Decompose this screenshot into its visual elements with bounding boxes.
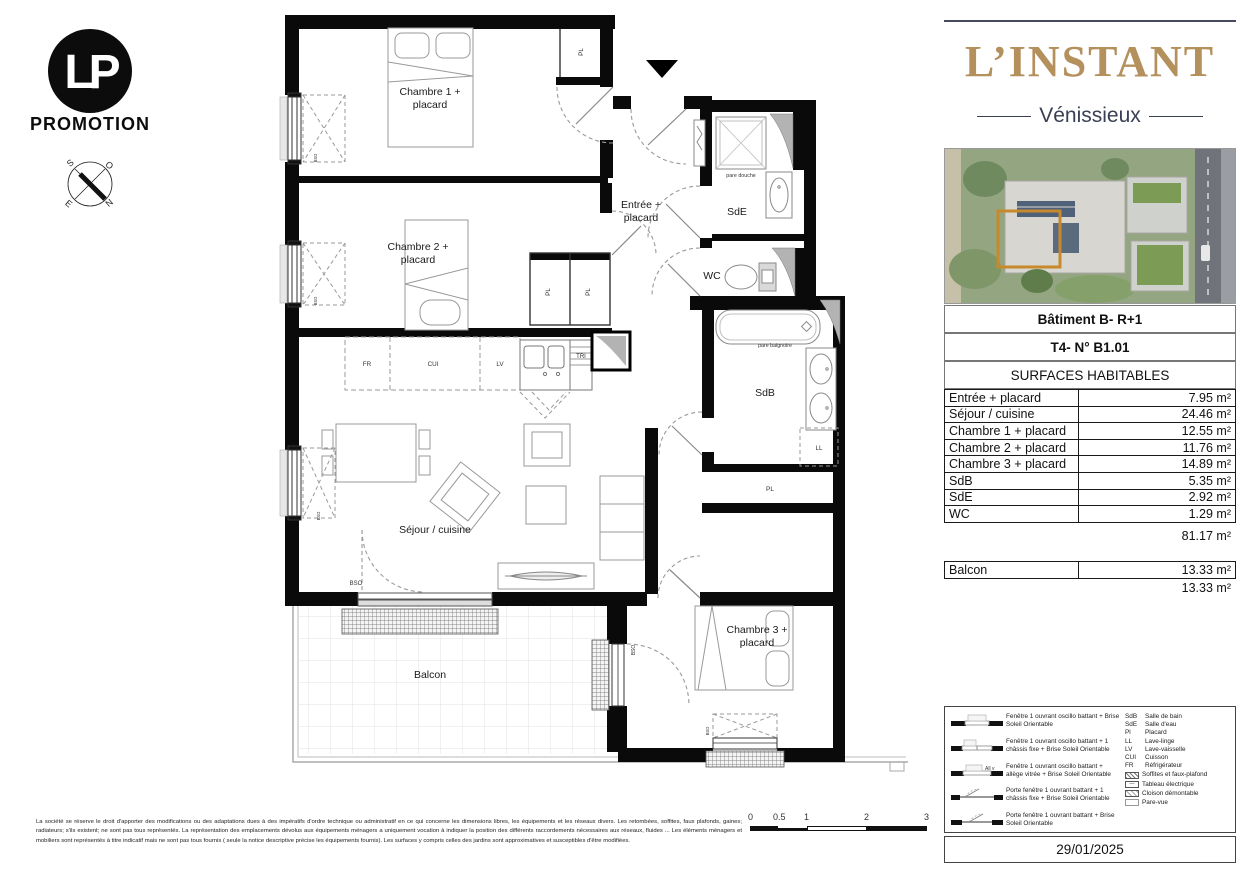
sdb-double-washbasin <box>806 348 836 430</box>
scale-tick: 1 <box>804 812 810 822</box>
list-item: All v Fenêtre 1 ouvrant oscillo battant + allège vitrée + Brise Soleil Orientable <box>951 763 1121 779</box>
table-row: Chambre 2 + placard 11.76 m² <box>945 439 1236 456</box>
disclaimer-text: La société se réserve le droit d'apporter des modifications ou des adaptations dues à des impératifs d'ordre technique ou administratif en ce qui concerne les dimensions libres, les équipements et les réseaux divers. Les retombées, soffites, faux plafonds, gaines; radiateurs; s'ils existent; ne sont pas tous représentés. La représentation des emplacements dévolus aux équipements ménagers a uniquement vocation à indiquer la position des différents raccordements nécessaires aux réseaux, fluides ... Les éléments ménagers et mobiliers sont représentés à titre indicatif mais ne sont pas tous fournis ( seule la notice descriptive précise les équipements fournis). Les surfaces y compris celles des jardins sont approximatives et susceptibles d'être modifiées. <box>36 819 742 844</box>
sejour-furniture <box>322 424 644 589</box>
scale-bar <box>748 812 938 842</box>
label-bso-w1: BSO <box>313 153 318 163</box>
label-bso-c3: BSO <box>631 644 637 656</box>
label-bso-c3b: BSO <box>705 726 710 736</box>
label-chambre2: Chambre 2 + <box>387 241 449 253</box>
door-window-symbol-2-icon <box>951 812 1003 828</box>
lp-promotion-logo <box>30 29 150 134</box>
balcony-door <box>342 593 498 634</box>
table-row: Chambre 1 + placard 12.55 m² <box>945 423 1236 440</box>
svg-text:placard: placard <box>623 212 659 224</box>
site-aerial-image <box>944 148 1236 304</box>
list-item: CUI Cuisson <box>1125 753 1169 761</box>
legend-abbreviations <box>1125 713 1231 828</box>
kitchen-soffit <box>592 332 630 370</box>
list-item: Pl Placard <box>1125 729 1167 737</box>
surfaces-title: SURFACES HABITABLES <box>944 361 1236 389</box>
label-entree: Entrée + <box>621 199 661 211</box>
label-bso-w3: BSO <box>316 511 321 521</box>
door-window-symbol-1-icon <box>951 787 1003 803</box>
svg-text:placard: placard <box>400 254 436 266</box>
city-rule-left <box>977 116 1031 117</box>
label-cui: CUI <box>427 361 439 368</box>
svg-text:placard: placard <box>739 637 775 649</box>
date-box: 29/01/2025 <box>944 836 1236 863</box>
window-symbol-2-icon <box>951 738 1003 754</box>
list-item: — Tableau électrique <box>1125 781 1231 789</box>
label-chambre3: Chambre 3 + <box>726 624 788 636</box>
svg-text:S: S <box>64 157 76 169</box>
svg-text:N: N <box>103 196 115 209</box>
list-item: Soffites et faux-plafond <box>1125 771 1231 779</box>
scale-segment <box>867 826 927 831</box>
svg-text:E: E <box>63 197 75 210</box>
surfaces-total: 81.17 m² <box>1181 529 1231 543</box>
list-item: Cloison démontable <box>1125 790 1231 798</box>
scale-segment <box>778 826 807 831</box>
scale-tick: 0 <box>748 812 754 822</box>
project-city: Vénissieux <box>1039 104 1141 127</box>
bed-chambre2 <box>405 220 468 330</box>
list-item: LL Lave-linge <box>1125 737 1175 745</box>
legend <box>944 706 1236 833</box>
window-chambre3-balcony <box>592 640 624 710</box>
bathtub <box>716 310 820 344</box>
bso-hatch-sejour <box>342 609 498 634</box>
list-item: SdE Salle d'eau <box>1125 721 1177 729</box>
table-row: SdB 5.35 m² <box>945 472 1236 489</box>
list-item: Fenêtre 1 ouvrant oscillo battant + Brise Soleil Orientable <box>951 713 1121 729</box>
electrical-panel-icon: — <box>1125 781 1139 788</box>
kitchen-counter <box>345 337 592 418</box>
list-item: FR Réfrigérateur <box>1125 762 1183 770</box>
window-chambre1 <box>280 93 301 164</box>
scale-tick: 0.5 <box>773 812 786 822</box>
shower <box>694 117 766 169</box>
list-item: Porte fenêtre 1 ouvrant battant + 1 châssis fixe + Brise Soleil Orientable <box>951 787 1121 803</box>
panel-top-rule <box>944 20 1236 22</box>
label-pare-douche: pare douche <box>726 173 756 179</box>
scale-segment <box>750 826 778 831</box>
label-lv: LV <box>496 361 504 368</box>
table-row: Entrée + placard 7.95 m² <box>945 390 1236 407</box>
label-balcon: Balcon <box>413 669 447 681</box>
label-sdb: SdB <box>755 387 775 399</box>
balcony-total: 13.33 m² <box>1181 581 1231 595</box>
scale-tick: 2 <box>864 812 870 822</box>
label-bso-w2: BSO <box>313 296 318 306</box>
building-label: Bâtiment B- R+1 <box>944 305 1236 333</box>
list-item: LV Lave-vaisselle <box>1125 745 1186 753</box>
label-bso-door: BSO <box>349 581 363 587</box>
label-sejour: Séjour / cuisine <box>399 524 471 536</box>
window-symbol-1-icon <box>951 713 1003 729</box>
label-sde: SdE <box>727 206 747 218</box>
label-wc: WC <box>703 270 721 282</box>
bso-hatch-chambre3-bottom <box>706 751 784 767</box>
partition-hatch-icon <box>1125 790 1139 797</box>
label-pl-1: PL <box>545 288 552 296</box>
sde-washbasin <box>766 172 792 218</box>
lp-caption: PROMOTION <box>30 114 150 134</box>
svg-text:O: O <box>103 159 116 172</box>
pare-vue-icon <box>1125 799 1139 806</box>
list-item: SdB Salle de bain <box>1125 713 1182 720</box>
list-item: Pare-vue <box>1125 799 1231 807</box>
label-pl-2: PL <box>585 288 592 296</box>
table-row: Chambre 3 + placard 14.89 m² <box>945 456 1236 473</box>
label-pare-baignoire: pare baignoire <box>758 343 792 349</box>
list-item: Fenêtre 1 ouvrant oscillo battant + 1 châssis fixe + Brise Soleil Orientable <box>951 738 1121 754</box>
label-ll: LL <box>815 445 823 452</box>
table-row: SdE 2.92 m² <box>945 489 1236 506</box>
legend-window-types <box>951 713 1121 828</box>
soffit-hatch-icon <box>1125 772 1139 779</box>
surfaces-table <box>944 389 1236 523</box>
window-chambre2 <box>280 241 301 307</box>
window-symbol-3-icon <box>951 763 1003 779</box>
all-v-tag: All v <box>985 765 995 772</box>
toilet <box>725 263 776 291</box>
project-city-row <box>944 104 1236 128</box>
entrance-arrow <box>646 60 678 78</box>
project-title: L’INSTANT <box>964 37 1216 86</box>
city-rule-right <box>1149 116 1203 117</box>
label-pl-c1: PL <box>578 48 585 56</box>
bso-hatch-chambre3-side <box>592 640 609 710</box>
table-row: Balcon 13.33 m² <box>945 562 1236 579</box>
sde-soffit <box>770 114 793 168</box>
scale-tick: 3 <box>924 812 930 822</box>
label-fr: FR <box>362 361 372 368</box>
label-tri: TRI <box>576 354 586 360</box>
label-chambre1: Chambre 1 + <box>399 86 461 98</box>
svg-text:placard: placard <box>412 99 448 111</box>
scale-segment <box>807 826 867 831</box>
balcony-table <box>944 561 1236 579</box>
window-chambre3-bottom <box>706 738 784 767</box>
lp-monogram: LP <box>64 46 116 99</box>
list-item: Porte fenêtre 1 ouvrant battant + Brise Soleil Orientable <box>951 812 1121 828</box>
window-sejour <box>280 446 301 520</box>
lot-label: T4- N° B1.01 <box>944 333 1236 361</box>
table-row: WC 1.29 m² <box>945 506 1236 523</box>
placards-entree <box>530 253 610 325</box>
table-row: Séjour / cuisine 24.46 m² <box>945 406 1236 423</box>
label-pl-chambre3: PL <box>766 486 774 493</box>
